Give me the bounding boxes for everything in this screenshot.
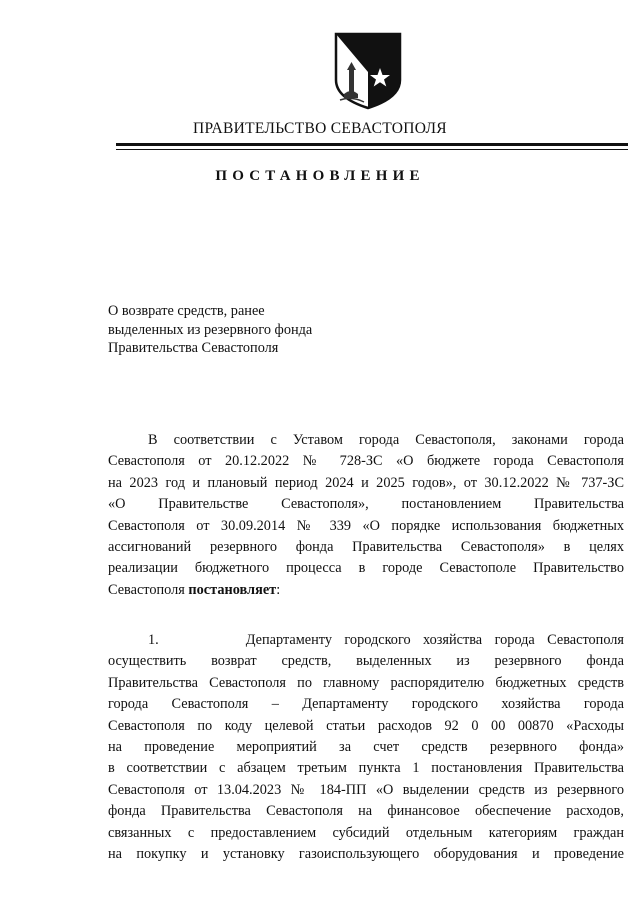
paragraph-line: на 2023 год и плановый период 2024 и 2025 годов», от 30.12.2022 № 737-ЗС bbox=[108, 474, 624, 491]
paragraph-line: Севастополя от 30.09.2014 № 339 «О порядке использования бюджетных bbox=[108, 517, 624, 534]
resolves-keyword: постановляет bbox=[188, 581, 277, 598]
clause-1-paragraph bbox=[108, 630, 624, 865]
paragraph-line: Севастополя от 13.04.2023 № 184-ПП «О выделении средств из резервного bbox=[108, 781, 624, 798]
paragraph-line: ассигнований резервного фонда Правительства Севастополя» в целях bbox=[108, 538, 624, 555]
preamble-paragraph bbox=[108, 430, 624, 601]
document-subject bbox=[108, 302, 438, 358]
organization-name: ПРАВИТЕЛЬСТВО СЕВАСТОПОЛЯ bbox=[193, 120, 447, 137]
paragraph-line: связанных с предоставлением субсидий отдельным категориям граждан bbox=[108, 824, 624, 841]
paragraph-line: на покупку и установку газоиспользующего оборудования и проведение bbox=[108, 845, 624, 862]
paragraph-line: Правительства Севастополя по главному распорядителю бюджетных средств bbox=[108, 674, 624, 691]
paragraph-line: Севастополя по коду целевой статьи расходов 92 0 00 00870 «Расходы bbox=[108, 717, 624, 734]
paragraph-line: на проведение мероприятий за счет средств резервного фонда» bbox=[108, 738, 624, 755]
paragraph-last-line: Севастополя постановляет: bbox=[108, 581, 281, 598]
paragraph-line: реализации бюджетного процесса в городе Севастополе Правительство bbox=[108, 560, 624, 577]
paragraph-line: в соответствии с абзацем третьим пункта 1 постановления Правительства bbox=[108, 760, 624, 777]
paragraph-line: Департаменту городского хозяйства города Севастополя bbox=[245, 632, 625, 648]
paragraph-line: города Севастополя – Департаменту городского хозяйства города bbox=[108, 696, 624, 713]
paragraph-line: В соответствии с Уставом города Севастополя, законами города bbox=[148, 432, 624, 448]
header-rule-thick bbox=[116, 143, 628, 146]
coat-of-arms-icon bbox=[334, 32, 402, 110]
paragraph-line: осуществить возврат средств, выделенных из резервного фонда bbox=[108, 653, 624, 670]
header-rule-thin bbox=[116, 149, 628, 150]
subject-line: Правительства Севастополя bbox=[108, 340, 279, 356]
clause-number: 1. bbox=[148, 632, 159, 648]
subject-line: выделенных из резервного фонда bbox=[108, 321, 313, 338]
document-type: ПОСТАНОВЛЕНИЕ bbox=[215, 168, 425, 184]
paragraph-line: «О Правительстве Севастополя», постановлением Правительства bbox=[108, 496, 624, 513]
paragraph-line: фонда Правительства Севастополя на финансовое обеспечение расходов, bbox=[108, 803, 624, 820]
paragraph-line: Севастополя от 20.12.2022 № 728-ЗС «О бюджете города Севастополя bbox=[108, 453, 624, 470]
subject-line: О возврате средств, ранее bbox=[108, 303, 265, 319]
